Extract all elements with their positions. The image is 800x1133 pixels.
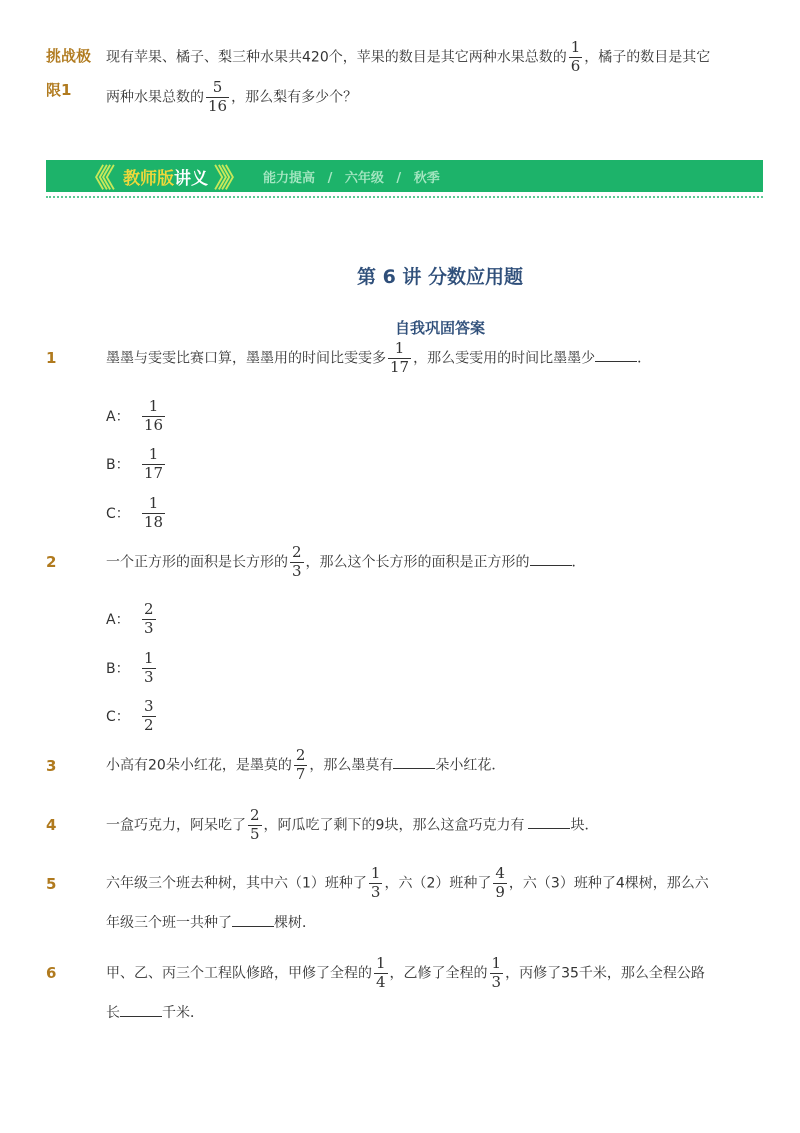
question-5-text-line1 <box>106 866 709 901</box>
fraction-numerator: 2 <box>250 806 260 824</box>
question-text-segment: ，乙修了全程的 <box>389 965 488 982</box>
challenge-label-line1: 挑战极 <box>46 47 92 65</box>
breadcrumb <box>263 167 440 186</box>
fraction <box>142 399 165 434</box>
fraction <box>493 866 507 901</box>
question-text-segment: 甲、乙、丙三个工程队修路，甲修了全程的 <box>106 965 372 982</box>
option-b <box>106 651 158 686</box>
fraction-numerator: 1 <box>148 397 159 415</box>
question-text-segment: 长 <box>106 1005 120 1021</box>
fraction-numerator: 1 <box>148 445 159 463</box>
fraction-denominator: 7 <box>295 764 306 783</box>
fraction-numerator: 4 <box>495 864 505 882</box>
fraction-numerator: 3 <box>144 697 154 715</box>
question-text-segment: 朵小红花． <box>435 757 506 774</box>
breadcrumb-grade: 六年级 <box>344 170 384 186</box>
fraction <box>290 545 304 580</box>
fraction <box>374 956 388 991</box>
question-text-segment: 六年级三个班去种树，其中六（1）班种了 <box>106 875 367 892</box>
option-a <box>106 602 158 637</box>
question-text-segment: ，六（3）班种了4棵树，那么六 <box>508 875 709 892</box>
question-number: 5 <box>46 875 57 893</box>
breadcrumb-level: 能力提高 <box>263 170 316 186</box>
question-number: 1 <box>46 349 57 367</box>
answer-blank <box>595 349 637 362</box>
question-2-text <box>106 545 586 580</box>
question-text-segment: ，那么这个长方形的面积是正方形的 <box>305 554 530 571</box>
question-text-segment: ． <box>571 554 586 571</box>
fraction-denominator: 3 <box>370 882 381 901</box>
question-number: 3 <box>46 757 57 775</box>
fraction-denominator: 9 <box>495 882 505 901</box>
fraction-denominator: 3 <box>144 618 154 637</box>
option-letter: B： <box>106 661 130 678</box>
fraction <box>490 956 504 991</box>
challenge-text-segment: ，那么梨有多少个？ <box>231 89 358 106</box>
breadcrumb-season: 秋季 <box>413 170 440 186</box>
header-banner <box>46 160 763 192</box>
challenge-text-segment: ，橘子的数目是其它 <box>584 49 711 66</box>
fraction-denominator: 2 <box>144 715 154 734</box>
question-text-segment: 棵树． <box>274 915 316 931</box>
fraction <box>369 866 383 901</box>
answer-blank <box>120 1004 162 1017</box>
question-text-segment: 块． <box>570 817 599 834</box>
fraction-denominator: 3 <box>144 667 154 686</box>
chevron-left-icon: 《《 <box>82 163 110 194</box>
fraction-numerator: 2 <box>292 543 302 561</box>
question-number: 4 <box>46 816 57 834</box>
question-4-text <box>106 808 598 843</box>
option-a <box>106 399 167 434</box>
answer-blank <box>530 553 572 566</box>
chevron-right-icon: 》》 <box>214 163 242 194</box>
question-text-segment: ． <box>637 350 652 367</box>
challenge-text-segment: 两种水果总数的 <box>106 89 204 106</box>
fraction <box>206 80 229 115</box>
fraction-numerator: 2 <box>295 746 306 764</box>
fraction <box>142 447 165 482</box>
fraction <box>142 602 156 637</box>
option-letter: A： <box>106 612 130 629</box>
option-c <box>106 496 167 531</box>
question-6-text-line2 <box>106 1004 204 1022</box>
fraction-denominator: 18 <box>144 512 164 531</box>
challenge-label-line2: 限1 <box>46 81 72 99</box>
banner-title-handout: 讲义 <box>174 168 209 189</box>
option-letter: C： <box>106 709 130 726</box>
fraction <box>142 699 156 734</box>
breadcrumb-separator: / <box>396 170 402 186</box>
option-b <box>106 447 167 482</box>
question-text-segment: 年级三个班一共种了 <box>106 915 232 931</box>
question-text-segment: ，那么雯雯用的时间比墨墨少 <box>413 350 596 367</box>
fraction-numerator: 1 <box>148 494 159 512</box>
fraction-denominator: 3 <box>292 561 302 580</box>
option-letter: A： <box>106 409 130 426</box>
question-text-segment: 一个正方形的面积是长方形的 <box>106 554 288 571</box>
question-text-segment: 一盒巧克力，阿呆吃了 <box>106 817 246 834</box>
question-number: 6 <box>46 964 57 982</box>
fraction-numerator: 5 <box>212 78 223 96</box>
question-text-segment: ，阿瓜吃了剩下的9块，那么这盒巧克力有 <box>263 817 525 834</box>
fraction <box>142 496 165 531</box>
fraction <box>142 651 156 686</box>
option-c <box>106 699 158 734</box>
lecture-title: 第 6 讲 分数应用题 <box>356 266 524 288</box>
challenge-text-segment: 现有苹果、橘子、梨三种水果共420个，苹果的数目是其它两种水果总数的 <box>106 49 567 66</box>
fraction-denominator: 3 <box>491 972 502 991</box>
question-text-segment: ，丙修了35千米，那么全程公路 <box>505 965 705 982</box>
fraction-denominator: 16 <box>144 415 164 434</box>
banner-title-teacher: 教师版 <box>123 168 175 189</box>
fraction <box>569 40 583 75</box>
question-text-segment: 小高有20朵小红花，是墨莫的 <box>106 757 292 774</box>
challenge-text-line2 <box>106 80 357 115</box>
fraction <box>388 341 411 376</box>
fraction-numerator: 1 <box>144 649 154 667</box>
question-6-text-line1 <box>106 956 705 991</box>
breadcrumb-separator: / <box>327 170 333 186</box>
question-5-text-line2 <box>106 914 316 932</box>
question-text-segment: ，那么墨莫有 <box>309 757 394 774</box>
fraction-numerator: 1 <box>570 38 581 56</box>
challenge-text-line1 <box>106 40 710 75</box>
fraction-numerator: 1 <box>376 954 386 972</box>
question-1-text <box>106 341 651 376</box>
answer-blank <box>232 914 274 927</box>
fraction-denominator: 17 <box>390 357 410 376</box>
fraction-numerator: 1 <box>394 339 405 357</box>
question-text-segment: 墨墨与雯雯比赛口算，墨墨用的时间比雯雯多 <box>106 350 386 367</box>
answer-blank <box>393 756 435 769</box>
fraction-denominator: 5 <box>250 824 260 843</box>
fraction-denominator: 6 <box>570 56 581 75</box>
fraction-numerator: 2 <box>144 600 154 618</box>
fraction-denominator: 16 <box>208 96 228 115</box>
section-title: 自我巩固答案 <box>394 319 485 337</box>
fraction <box>294 748 308 783</box>
option-letter: C： <box>106 506 130 523</box>
answer-blank <box>528 816 570 829</box>
fraction-numerator: 1 <box>370 864 381 882</box>
fraction-numerator: 1 <box>491 954 502 972</box>
fraction-denominator: 17 <box>144 463 164 482</box>
dotted-divider <box>46 196 763 198</box>
fraction <box>248 808 262 843</box>
question-3-text <box>106 748 505 783</box>
question-text-segment: ，六（2）班种了 <box>384 875 492 892</box>
question-number: 2 <box>46 553 57 571</box>
fraction-denominator: 4 <box>376 972 386 991</box>
question-text-segment: 千米． <box>162 1005 204 1021</box>
option-letter: B： <box>106 457 130 474</box>
